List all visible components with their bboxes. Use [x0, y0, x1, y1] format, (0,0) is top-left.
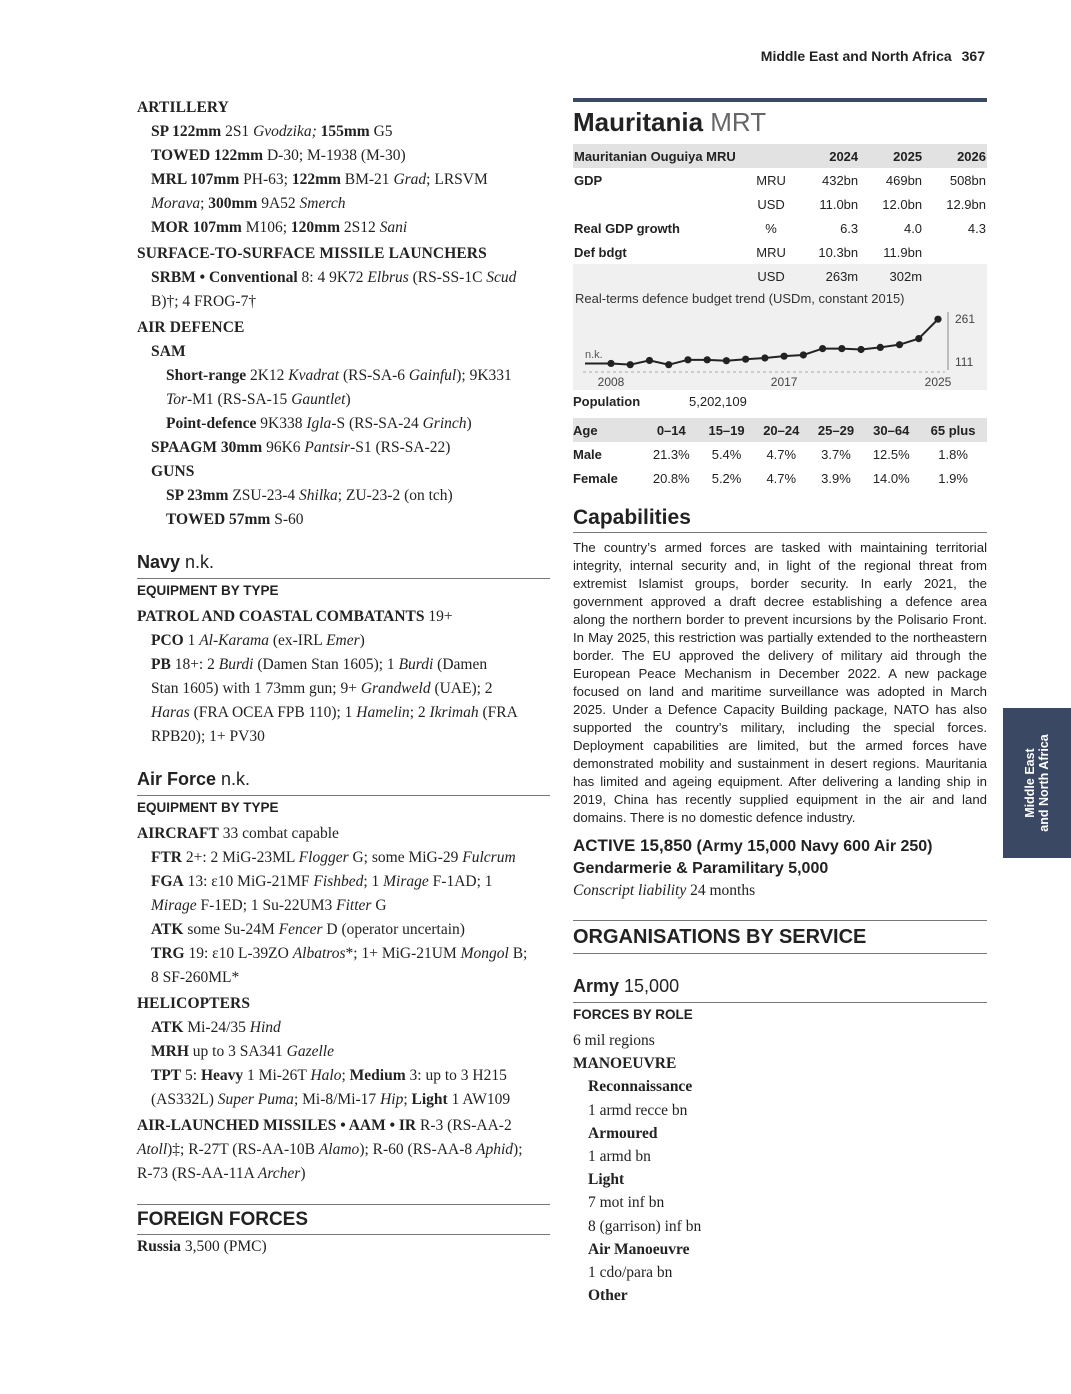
budget-trend-svg	[573, 288, 987, 390]
header-section: Middle East and North Africa	[760, 48, 952, 64]
airforce-heading: Air Force n.k.	[137, 767, 550, 796]
chart-point-2021	[857, 346, 864, 353]
country-title: Mauritania MRT	[573, 98, 987, 138]
page-number: 367	[961, 48, 985, 64]
chart-title: Real-terms defence budget trend (USDm, constant 2015)	[575, 291, 905, 306]
army-armoured: Armoured	[588, 1124, 658, 1142]
army-recce-unit: 1 armd recce bn	[588, 1101, 688, 1119]
organisations-heading: ORGANISATIONS BY SERVICE	[573, 920, 987, 954]
army-forces-by-role: FORCES BY ROLE	[573, 1007, 693, 1022]
side-tab	[1003, 708, 1071, 858]
chart-point-2024	[915, 335, 922, 342]
artillery-towed: TOWED 122mm D-30; M-1938 (M-30)	[151, 147, 406, 164]
army-light: Light	[588, 1171, 625, 1189]
airforce-alm: AIR-LAUNCHED MISSILES • AAM • IR R-3 (RS-AA-2	[137, 1117, 512, 1134]
chart-x-tick-2025: 2025	[924, 375, 952, 389]
side-tab-line2: and North Africa	[1037, 734, 1051, 832]
page-header	[761, 48, 985, 64]
age-table-header: Age 0–14 15–19 20–24 25–29 30–64 65 plus	[573, 418, 987, 442]
airforce-atk: ATK some Su-24M Fencer D (operator uncertain)	[151, 921, 465, 938]
heli-tpt: TPT 5: Heavy 1 Mi-26T Halo; Medium 3: up to 3 H215	[151, 1067, 507, 1084]
chart-point-2014	[723, 357, 730, 364]
artillery-mrl: MRL 107mm PH-63; 122mm BM-21 Grad; LRSVM	[151, 171, 488, 188]
army-recce: Reconnaissance	[588, 1078, 693, 1096]
army-air-manoeuvre-unit: 1 cdo/para bn	[588, 1264, 673, 1282]
chart-point-2018	[800, 351, 807, 358]
heli-tpt-cont: (AS332L) Super Puma; Mi-8/Mi-17 Hip; Light 1 AW109	[151, 1091, 511, 1108]
chart-point-2023	[896, 341, 903, 348]
airforce-equipment-heading: EQUIPMENT BY TYPE	[137, 800, 279, 815]
chart-point-2015	[742, 356, 749, 363]
chart-point-2011	[665, 361, 672, 368]
airdef-point-defence: Point-defence 9K338 Igla-S (RS-SA-24 Grinch)	[166, 415, 472, 432]
artillery-sp: SP 122mm 2S1 Gvodzika; 155mm G5	[151, 123, 393, 140]
right-column	[573, 98, 987, 1307]
chart-nk-label: n.k.	[585, 349, 603, 361]
chart-point-2013	[704, 356, 711, 363]
airdef-sam: SAM	[151, 343, 186, 360]
active-strength: ACTIVE 15,850 (Army 15,000 Navy 600 Air 250)	[573, 836, 933, 855]
airforce-ftr: FTR 2+: 2 MiG-23ML Flogger G; some MiG-29 Fulcrum	[151, 849, 516, 866]
age-table	[573, 418, 987, 490]
chart-point-2016	[761, 354, 768, 361]
chart-point-2008	[607, 360, 614, 367]
airforce-aircraft: AIRCRAFT 33 combat capable	[137, 825, 339, 842]
budget-trend-chart	[573, 288, 987, 390]
chart-point-2009	[627, 361, 634, 368]
chart-point-2025	[934, 316, 941, 323]
navy-pco: PCO 1 Al-Karama (ex-IRL Emer)	[151, 632, 365, 649]
airdef-heading: AIR DEFENCE	[137, 319, 245, 336]
army-manoeuvre: MANOEUVRE	[573, 1055, 677, 1073]
chart-point-2019	[819, 345, 826, 352]
navy-equipment-heading: EQUIPMENT BY TYPE	[137, 583, 279, 598]
gendarmerie-strength: Gendarmerie & Paramilitary 5,000	[573, 860, 829, 877]
airforce-helicopters: HELICOPTERS	[137, 995, 251, 1012]
airforce-trg: TRG 19: ε10 L-39ZO Albatros*; 1+ MiG-21UM Mongol B;	[151, 945, 528, 962]
economic-table	[573, 144, 987, 288]
army-heading: Army 15,000	[573, 974, 987, 1003]
navy-pb-cont3: RPB20); 1+ PV30	[151, 728, 265, 745]
chart-series-line	[611, 319, 938, 364]
navy-pb: PB 18+: 2 Burdi (Damen Stan 1605); 1 Burdi (Damen	[151, 656, 488, 673]
table-row: USD 263m 302m	[573, 264, 987, 288]
left-column	[137, 96, 550, 1259]
capabilities-text: The country’s armed forces are tasked with maintaining territorial integrity, internal security and, in light of the regional threat from extremist Islamist groups, border security. In early 2021, the government approved a draft decree establishing a defence area along the northern border to prevent incursions by the Polisario Front. In May 2025, this restriction was partially extended to the northeastern border. The EU approved the delivery of military aid through the European Peace Mechanism in December 2022. A new package focused on land and maritime surveillance was adopted in March 2025. Under a Defence Capacity Building package, NATO has also supported the country’s military, including the special forces. Deployment capabilities are limited, but the armed forces have demonstrated mobility and sustainment in desert regions. Mauritania has limited and ageing equipment. After delivering a landing ship in 2019, China has recently supplied equipment in the air and land domains. There is no domestic defence industry.	[573, 540, 987, 825]
chart-point-2012	[684, 356, 691, 363]
army-light-unit2: 8 (garrison) inf bn	[588, 1217, 702, 1235]
economic-table-header: Mauritanian Ouguiya MRU 2024 2025 2026	[573, 144, 987, 168]
chart-x-tick-2017: 2017	[770, 375, 798, 389]
population-value: 5,202,109	[689, 394, 747, 409]
navy-pb-cont2: Haras (FRA OCEA FPB 110); 1 Hamelin; 2 Ikrimah (FRA	[151, 704, 518, 721]
airforce-trg-cont: 8 SF-260ML*	[151, 969, 240, 986]
chart-min-label: 111	[955, 355, 974, 369]
airforce-fga-cont: Mirage F-1ED; 1 Su-22UM3 Fitter G	[151, 897, 387, 914]
table-row: USD 11.0bn 12.0bn 12.9bn	[757, 196, 986, 212]
chart-x-tick-2008: 2008	[597, 375, 625, 389]
airforce-alm-cont1: Atoll)‡; R-27T (RS-AA-10B Alamo); R-60 (RS-AA-8 Aphid);	[137, 1141, 523, 1158]
army-armoured-unit: 1 armd bn	[588, 1148, 651, 1166]
airdef-short-range-cont: Tor-M1 (RS-SA-15 Gauntlet)	[166, 391, 351, 408]
ssm-srbm-cont: B)†; 4 FROG-7†	[151, 293, 257, 310]
chart-max-label: 261	[955, 312, 976, 326]
airforce-alm-cont2: R-73 (RS-AA-11A Archer)	[137, 1165, 306, 1182]
navy-pb-cont1: Stan 1605) with 1 73mm gun; 9+ Grandweld (UAE); 2	[151, 680, 493, 697]
capabilities-heading: Capabilities	[573, 504, 987, 533]
table-row: Female 20.8% 5.2% 4.7% 3.9% 14.0% 1.9%	[573, 470, 968, 486]
chart-point-2020	[838, 345, 845, 352]
chart-point-2010	[646, 357, 653, 364]
army-other: Other	[588, 1287, 628, 1305]
table-row: Def bdgt MRU 10.3bn 11.9bn	[574, 244, 923, 260]
ssm-heading: SURFACE-TO-SURFACE MISSILE LAUNCHERS	[137, 245, 487, 262]
table-row: Male 21.3% 5.4% 4.7% 3.7% 12.5% 1.8%	[573, 446, 968, 462]
airdef-short-range: Short-range 2K12 Kvadrat (RS-SA-6 Gainful); 9K331	[166, 367, 512, 384]
navy-heading: Navy n.k.	[137, 550, 550, 579]
airdef-guns: GUNS	[151, 463, 195, 480]
population-label: Population	[573, 394, 641, 409]
side-tab-line1: Middle East	[1023, 748, 1037, 818]
ssm-srbm: SRBM • Conventional 8: 4 9K72 Elbrus (RS-SS-1C Scud	[151, 269, 517, 286]
conscript-liability: Conscript liability 24 months	[573, 882, 756, 899]
heli-mrh: MRH up to 3 SA341 Gazelle	[151, 1043, 334, 1060]
airforce-fga: FGA 13: ε10 MiG-21MF Fishbed; 1 Mirage F-1AD; 1	[151, 873, 493, 890]
artillery-heading: ARTILLERY	[137, 99, 229, 116]
foreign-forces-heading: FOREIGN FORCES	[137, 1204, 550, 1235]
heli-atk: ATK Mi-24/35 Hind	[151, 1019, 281, 1036]
airdef-guns-sp: SP 23mm ZSU-23-4 Shilka; ZU-23-2 (on tch)	[166, 487, 453, 504]
army-air-manoeuvre: Air Manoeuvre	[588, 1240, 690, 1258]
airdef-guns-towed: TOWED 57mm S-60	[166, 511, 304, 528]
navy-pcc: PATROL AND COASTAL COMBATANTS 19+	[137, 608, 453, 625]
chart-point-2022	[877, 344, 884, 351]
table-row: Real GDP growth % 6.3 4.0 4.3	[574, 220, 986, 236]
artillery-mor: MOR 107mm M106; 120mm 2S12 Sani	[151, 219, 408, 236]
army-regions: 6 mil regions	[573, 1032, 655, 1049]
chart-point-2017	[781, 353, 788, 360]
army-light-unit1: 7 mot inf bn	[588, 1194, 665, 1212]
table-row: GDP MRU 432bn 469bn 508bn	[574, 172, 986, 188]
airdef-spaagm: SPAAGM 30mm 96K6 Pantsir-S1 (RS-SA-22)	[151, 439, 451, 456]
population-row	[573, 390, 987, 414]
artillery-mrl-cont: Morava; 300mm 9A52 Smerch	[151, 195, 346, 212]
foreign-forces-russia: Russia 3,500 (PMC)	[137, 1238, 267, 1255]
